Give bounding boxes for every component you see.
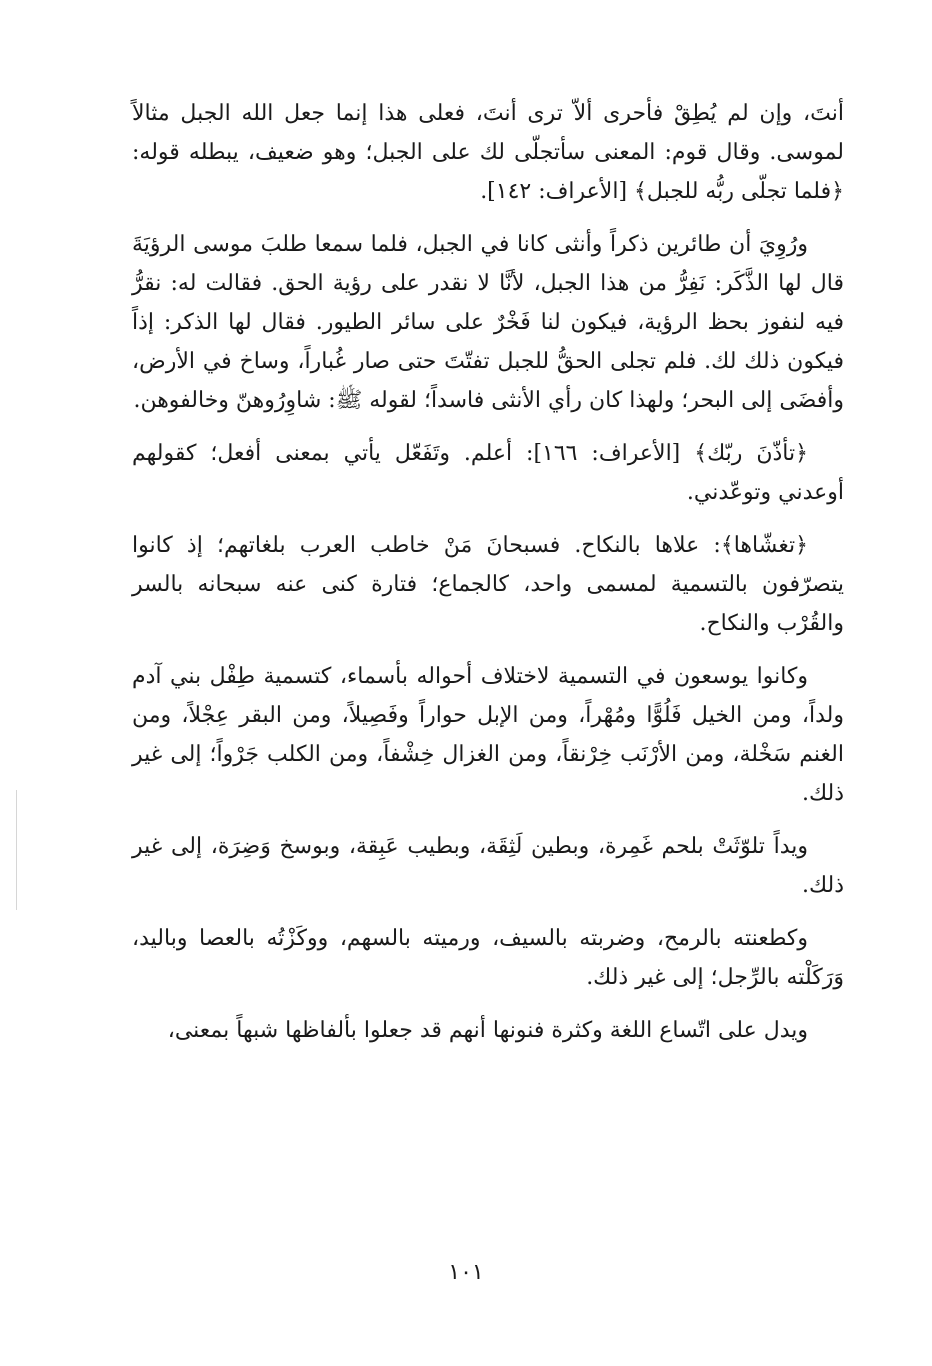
scan-margin-line <box>16 790 17 910</box>
paragraph-7: وكطعنته بالرمح، وضربته بالسيف، ورميته بالسهم، ووكَزْتُه بالعصا وباليد، وَرَكَلْته بالرِّجل؛ إلى غير ذلك. <box>132 926 844 990</box>
paragraph-4: ﴿تغشّاها﴾: علاها بالنكاح. فسبحانَ مَنْ خاطب العرب بلغاتهم؛ إذ كانوا يتصرّفون بالتسمية لمسمى واحد، كالجماع؛ فتارة كنى عنه سبحانه بالسر والقُرْب والنكاح. <box>132 533 844 636</box>
body-text <box>132 94 844 1064</box>
paragraph-8: ويدل على اتّساع اللغة وكثرة فنونها أنهم قد جعلوا بألفاظها شبهاً بمعنى، <box>167 1018 808 1043</box>
paragraph-5: وكانوا يوسعون في التسمية لاختلاف أحواله بأسماء، كتسمية طِفْل بني آدم ولداً، ومن الخيل فَلُوًّا ومُهْراً، ومن الإبل حواراً وفَصِيلاً، ومن البقر عِجْلاً، ومن الغنم سَخْلة، ومن الأرْنَب خِرْنقاً، ومن الغزال خِشْفاً، ومن الكلب جَرْواً؛ إلى غير ذلك. <box>132 664 844 806</box>
paragraph-1: أنتَ، وإن لم يُطِقْ فأحرى ألاّ ترى أنتَ، فعلى هذا إنما جعل الله الجبل مثالاً لموسى. وقال قوم: المعنى سأتجلّى لك على الجبل؛ وهو ضعيف، يبطله قوله: ﴿فلما تجلّى ربُّه للجبل﴾ [الأعراف: ١٤٢]. <box>132 101 844 204</box>
paragraph-6: ويداً تلوّثَتْ بلحم غَمِرة، وبطين لَثِقَة، وبطيب عَبِقة، وبوسخ وَضِرَة، إلى غير ذلك. <box>132 834 844 898</box>
paragraph-3: ﴿تأذّنَ ربّك﴾ [الأعراف: ١٦٦]: أعلم. وتَفَعّل يأتي بمعنى أفعل؛ كقولهم أوعدني وتوعّدني. <box>132 441 844 505</box>
paragraph-2: ورُوِيَ أن طائرين ذكراً وأنثى كانا في الجبل، فلما سمعا طلبَ موسى الرؤيَةَ قال لها الذَّكَر: نَفِرُّ من هذا الجبل، لأنَّا لا نقدر على رؤية الحق. فقالت له: نقرُّ فيه لنفوز بحظ الرؤية، فيكون لنا فَخْرٌ على سائر الطيور. فقال لها الذكر: إذاً فيكون ذلك لك. فلم تجلى الحقُّ للجبل تفتّتَ حتى صار غُباراً، وساخ في الأرض، وأفضَى إلى البحر؛ ولهذا كان رأي الأنثى فاسداً؛ لقوله ﷺ: شاوِرُوهنّ وخالفوهن. <box>132 232 844 413</box>
page-number: ١٠١ <box>448 1260 484 1285</box>
